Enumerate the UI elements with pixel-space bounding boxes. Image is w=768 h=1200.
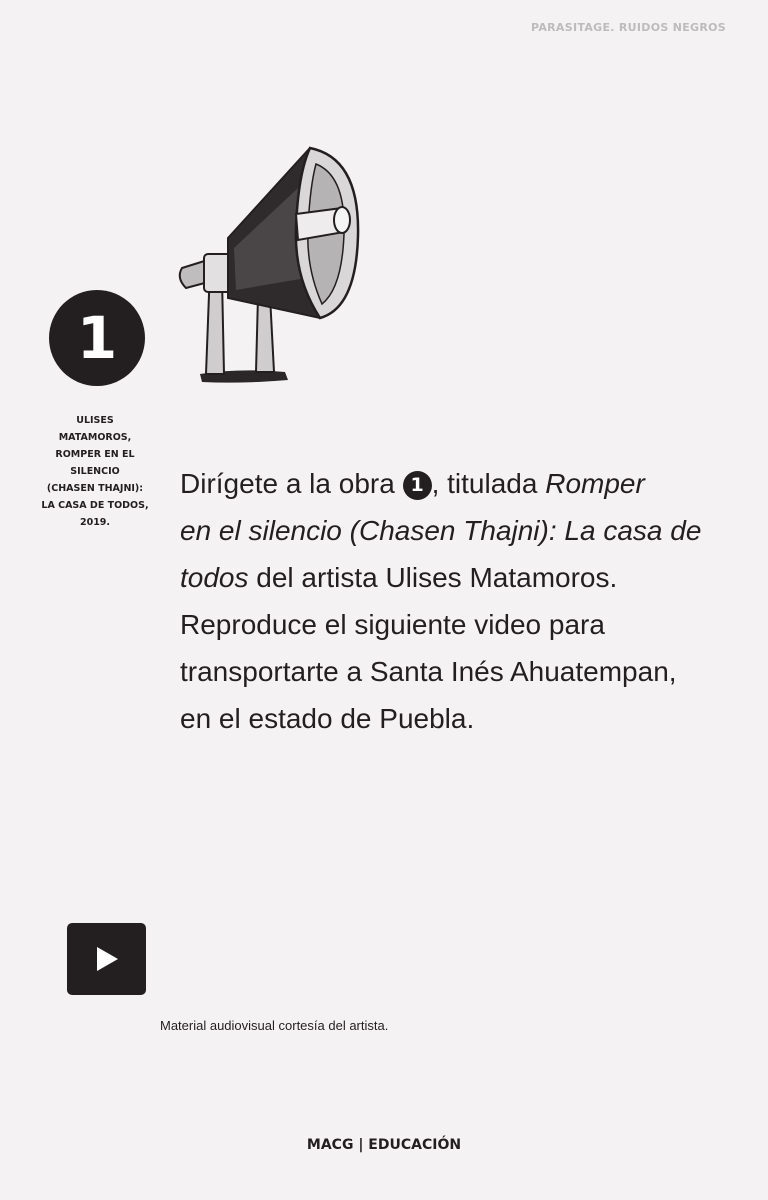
body-line-4: Reproduce el siguiente video para (180, 609, 605, 640)
caption-line: 2019. (79, 517, 111, 528)
body-line-1 (180, 460, 740, 507)
instructions-paragraph (180, 460, 740, 742)
caption-line: LA CASA DE TODOS, (41, 500, 149, 511)
artwork-title: todos (180, 562, 249, 593)
artwork-title: Romper (545, 468, 645, 499)
caption-line: MATAMOROS, (58, 432, 132, 443)
play-icon (92, 944, 122, 974)
inline-number-badge: 1 (403, 471, 432, 500)
caption-line: SILENCIO (70, 466, 120, 477)
header-title: PARASITAGE. RUIDOS NEGROS (531, 21, 726, 34)
megaphone-illustration (170, 128, 360, 390)
body-text: del artista Ulises Matamoros. (248, 562, 618, 593)
play-video-button[interactable] (67, 923, 146, 995)
footer-text: MACG | EDUCACIÓN (306, 1137, 462, 1153)
caption-line: ROMPER EN EL (55, 449, 135, 460)
body-line-3 (180, 554, 740, 601)
media-credit: Material audiovisual cortesía del artista. (160, 1018, 389, 1033)
body-text: Dirígete a la obra (180, 468, 403, 499)
caption-line: (CHASEN THAJNI): (46, 483, 144, 494)
caption-line: ULISES (76, 415, 114, 426)
artwork-number-badge: 1 (49, 290, 145, 386)
body-text: , titulada (431, 468, 546, 499)
artwork-title: en el silencio (Chasen Thajni): La casa de (180, 515, 702, 546)
artwork-caption (30, 412, 160, 531)
body-line-6: en el estado de Puebla. (180, 703, 475, 734)
body-line-5: transportarte a Santa Inés Ahuatempan, (180, 656, 677, 687)
body-line-2 (180, 507, 740, 554)
